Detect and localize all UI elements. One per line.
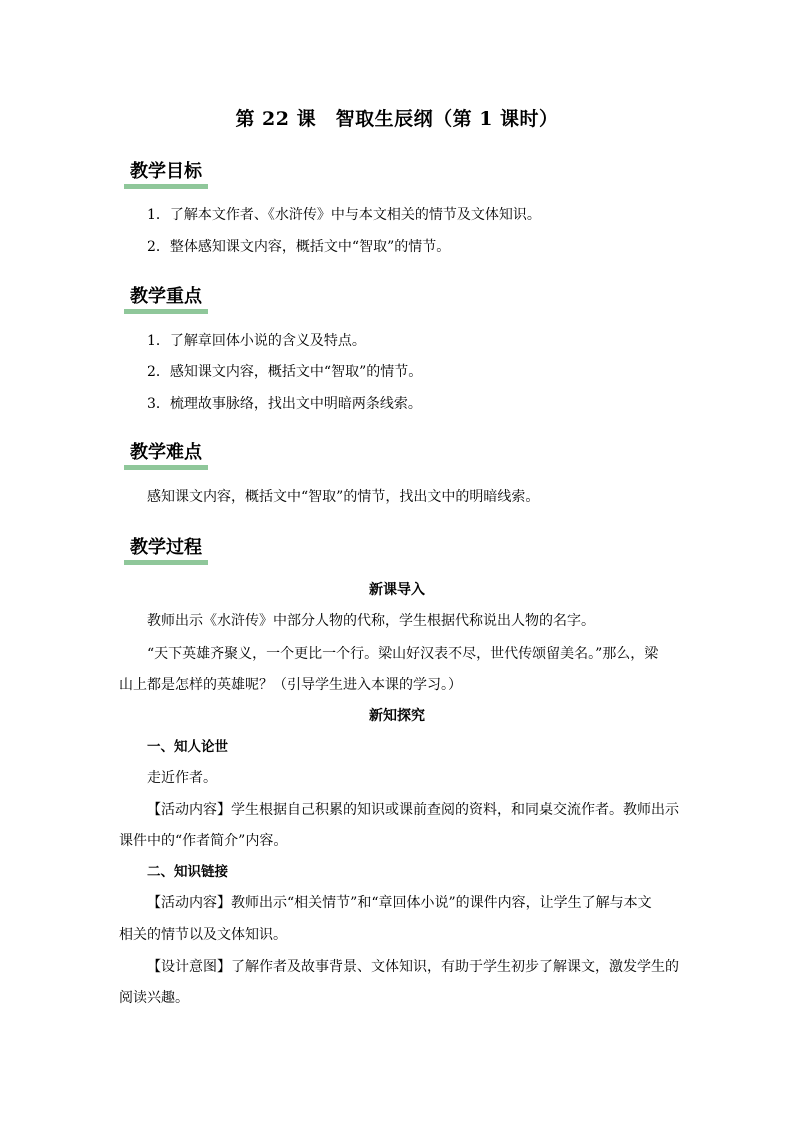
goal-item-2: 2．整体感知课文内容，概括文中“智取”的情节。 — [147, 239, 451, 255]
explore-heading: 新知探究 — [369, 708, 425, 724]
page-title: 第 22 课 智取生辰纲（第 1 课时） — [235, 108, 559, 130]
part2-activity-line-1: 【活动内容】教师出示“相关情节”和“章回体小说”的课件内容，让学生了解与本文 — [147, 895, 652, 911]
key-point-item-2: 2．感知课文内容，概括文中“智取”的情节。 — [147, 364, 423, 380]
design-intent-line-1: 【设计意图】了解作者及故事背景、文体知识，有助于学生初步了解课文，激发学生的 — [147, 959, 679, 975]
part1-heading: 一、知人论世 — [147, 739, 228, 755]
intro-heading: 新课导入 — [369, 582, 425, 598]
section-heading-text: 教学目标 — [130, 161, 202, 182]
section-heading-text: 教学难点 — [130, 442, 202, 463]
section-heading-goals — [124, 160, 208, 186]
intro-paragraph-1: 教师出示《水浒传》中部分人物的代称，学生根据代称说出人物的名字。 — [147, 613, 595, 629]
part1-activity-line-2: 课件中的“作者简介”内容。 — [119, 833, 288, 849]
heading-underline — [124, 184, 208, 189]
key-point-item-1: 1．了解章回体小说的含义及特点。 — [147, 333, 366, 349]
part1-text: 走近作者。 — [147, 770, 217, 786]
section-heading-key-points — [124, 285, 208, 311]
heading-underline — [124, 465, 208, 470]
part1-activity-line-1: 【活动内容】学生根据自己积累的知识或课前查阅的资料，和同桌交流作者。教师出示 — [147, 802, 679, 818]
design-intent-line-2: 阅读兴趣。 — [119, 990, 189, 1006]
heading-underline — [124, 560, 208, 565]
part2-heading: 二、知识链接 — [147, 864, 228, 880]
key-point-item-3: 3．梳理故事脉络，找出文中明暗两条线索。 — [147, 396, 422, 412]
section-heading-text: 教学重点 — [130, 286, 202, 307]
intro-paragraph-2-line-2: 山上都是怎样的英雄呢？（引导学生进入本课的学习。） — [119, 677, 462, 693]
intro-paragraph-2-line-1: “天下英雄齐聚义，一个更比一个行。梁山好汉表不尽，世代传颂留美名。”那么，梁 — [147, 646, 659, 662]
heading-underline — [124, 309, 208, 314]
difficulties-text: 感知课文内容，概括文中“智取”的情节，找出文中的明暗线索。 — [147, 489, 540, 505]
section-heading-process — [124, 536, 208, 562]
part2-activity-line-2: 相关的情节以及文体知识。 — [119, 927, 287, 943]
section-heading-difficulties — [124, 441, 208, 467]
goal-item-1: 1．了解本文作者、《水浒传》中与本文相关的情节及文体知识。 — [147, 207, 541, 223]
section-heading-text: 教学过程 — [130, 537, 202, 558]
